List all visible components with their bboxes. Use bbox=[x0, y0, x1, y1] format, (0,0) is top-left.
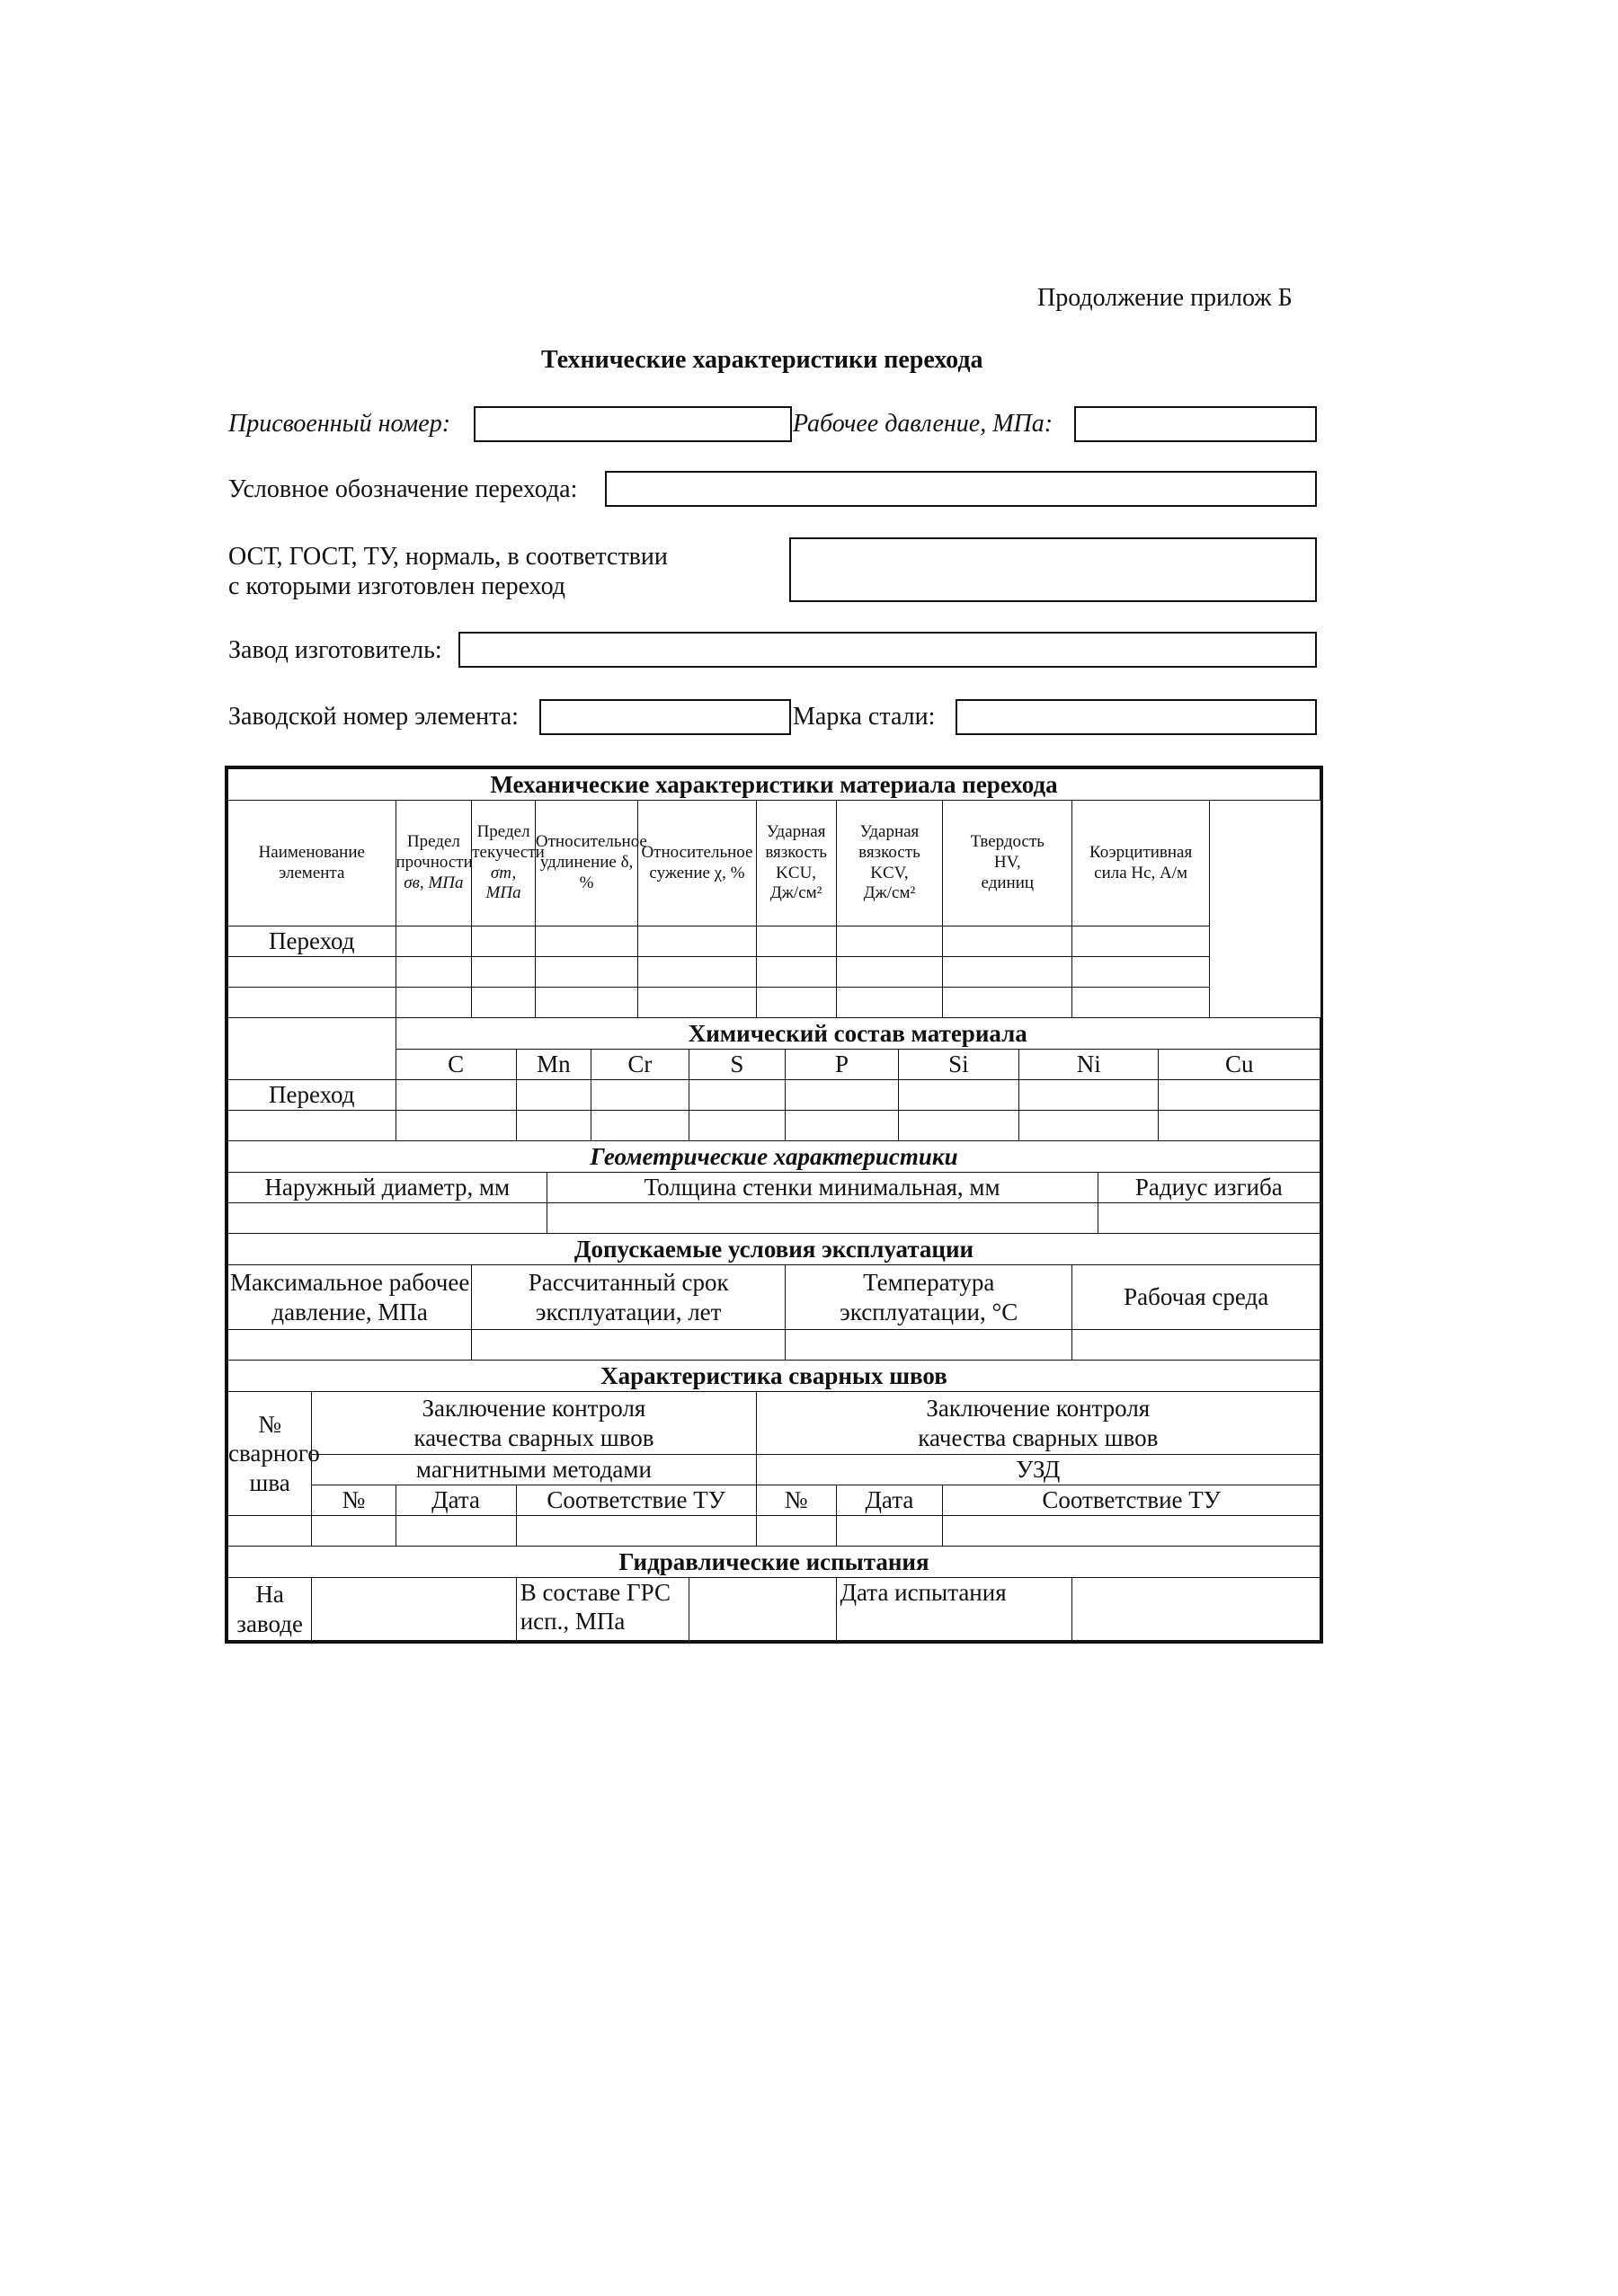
manufacturer-label: Завод изготовитель: bbox=[228, 636, 442, 664]
temperature-header: Температура эксплуатации, °С bbox=[786, 1265, 1072, 1330]
working-pressure-label: Рабочее давление, МПа: bbox=[793, 410, 1053, 438]
chem-cu: Cu bbox=[1159, 1050, 1320, 1080]
ut-no-header: № bbox=[756, 1485, 836, 1516]
header-kcv: Ударная вязкость KCV, Дж/см² bbox=[836, 801, 943, 926]
max-pressure-header: Максимальное рабочее давление, МПа bbox=[228, 1265, 472, 1330]
weld-number-header: № сварного шва bbox=[228, 1392, 312, 1516]
mag-no-header: № bbox=[312, 1485, 396, 1516]
magnetic-method-label: магнитными методами bbox=[312, 1455, 756, 1485]
standard-label-line2: с которыми изготовлен переход bbox=[228, 572, 566, 600]
chem-c: C bbox=[396, 1050, 516, 1080]
grs-test-label: В составе ГРС исп., МПа bbox=[516, 1578, 689, 1641]
designation-label: Условное обозначение перехода: bbox=[228, 475, 578, 503]
bend-radius-header: Радиус изгиба bbox=[1098, 1173, 1320, 1203]
header-elongation: Относительное удлинение δ, % bbox=[535, 801, 637, 926]
chem-si: Si bbox=[898, 1050, 1018, 1080]
mechanical-title: Механические характеристики материала перехода bbox=[228, 769, 1320, 801]
factory-number-label: Заводской номер элемента: bbox=[228, 703, 519, 731]
designation-field[interactable] bbox=[605, 471, 1317, 507]
standard-label-line1: ОСТ, ГОСТ, ТУ, нормаль, в соответствии bbox=[228, 543, 668, 571]
steel-grade-field[interactable] bbox=[956, 699, 1317, 735]
service-life-header: Рассчитанный срок эксплуатации, лет bbox=[472, 1265, 786, 1330]
magnetic-control-header: Заключение контроля качества сварных швов bbox=[312, 1392, 756, 1455]
header-element-name: Наименование элемента bbox=[228, 801, 396, 926]
geometry-title: Геометрические характеристики bbox=[228, 1141, 1320, 1173]
outer-diameter-header: Наружный диаметр, мм bbox=[228, 1173, 547, 1203]
header-hardness: Твердость HV, единиц bbox=[943, 801, 1072, 926]
test-date-label: Дата испытания bbox=[836, 1578, 1072, 1641]
ut-date-header: Дата bbox=[836, 1485, 943, 1516]
chemical-title: Химический состав материала bbox=[396, 1018, 1320, 1050]
mechanical-row-label: Переход bbox=[228, 926, 396, 957]
header-kcu: Ударная вязкость KCU, Дж/см² bbox=[756, 801, 836, 926]
welds-title: Характеристика сварных швов bbox=[228, 1361, 1320, 1392]
page-title: Технические характеристики перехода bbox=[541, 346, 983, 374]
chem-ni: Ni bbox=[1019, 1050, 1159, 1080]
ut-tu-header: Соответствие ТУ bbox=[943, 1485, 1320, 1516]
medium-header: Рабочая среда bbox=[1072, 1265, 1320, 1330]
operating-title: Допускаемые условия эксплуатации bbox=[228, 1234, 1320, 1265]
chemical-row-label: Переход bbox=[228, 1080, 396, 1111]
chem-s: S bbox=[689, 1050, 785, 1080]
header-tensile-strength: Предел прочности σв, МПа bbox=[396, 801, 472, 926]
assigned-number-field[interactable] bbox=[474, 406, 792, 442]
standard-field[interactable] bbox=[789, 537, 1317, 602]
hydraulic-title: Гидравлические испытания bbox=[228, 1547, 1320, 1578]
working-pressure-field[interactable] bbox=[1074, 406, 1317, 442]
wall-thickness-header: Толщина стенки минимальная, мм bbox=[547, 1173, 1098, 1203]
continuation-label: Продолжение прилож Б bbox=[1037, 284, 1293, 312]
header-yield-strength: Предел текучести σт, МПа bbox=[472, 801, 536, 926]
chem-p: P bbox=[786, 1050, 899, 1080]
assigned-number-label: Присвоенный номер: bbox=[228, 410, 451, 438]
characteristics-table bbox=[225, 766, 1323, 1644]
mag-tu-header: Соответствие ТУ bbox=[516, 1485, 756, 1516]
ultrasonic-method-label: УЗД bbox=[756, 1455, 1320, 1485]
at-plant-label: На заводе bbox=[228, 1578, 312, 1641]
chem-mn: Mn bbox=[516, 1050, 591, 1080]
manufacturer-field[interactable] bbox=[458, 632, 1317, 668]
steel-grade-label: Марка стали: bbox=[793, 703, 936, 731]
mag-date-header: Дата bbox=[396, 1485, 516, 1516]
chem-cr: Cr bbox=[591, 1050, 689, 1080]
header-reduction: Относительное сужение χ, % bbox=[638, 801, 756, 926]
header-coercive-force: Коэрцитивная сила Hc, А/м bbox=[1072, 801, 1210, 926]
ultrasonic-control-header: Заключение контроля качества сварных швов bbox=[756, 1392, 1320, 1455]
factory-number-field[interactable] bbox=[539, 699, 791, 735]
